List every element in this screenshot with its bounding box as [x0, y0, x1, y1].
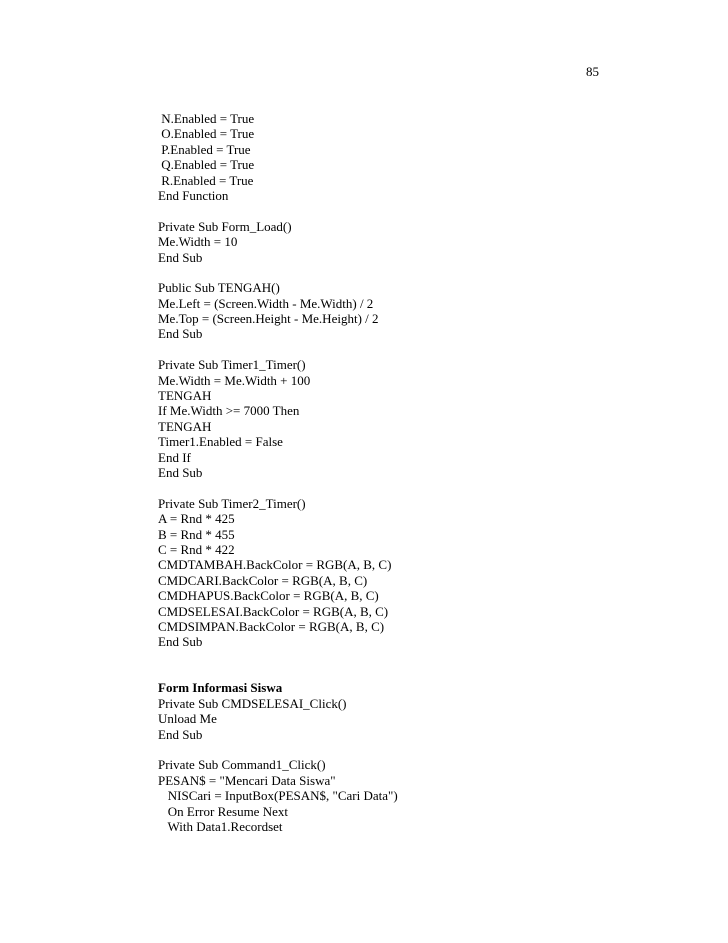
- code-line: CMDTAMBAH.BackColor = RGB(A, B, C): [158, 557, 392, 573]
- code-line: Private Sub Command1_Click(): [158, 757, 326, 773]
- code-line: Me.Top = (Screen.Height - Me.Height) / 2: [158, 311, 379, 327]
- blank-line: [158, 480, 678, 495]
- code-line: End Function: [158, 187, 229, 203]
- code-line: End If: [158, 449, 191, 465]
- code-line: Q.Enabled = True: [158, 157, 255, 173]
- code-listing: [158, 111, 678, 834]
- code-line: Private Sub Timer2_Timer(): [158, 495, 306, 511]
- code-line: CMDSIMPAN.BackColor = RGB(A, B, C): [158, 618, 385, 634]
- code-line: CMDHAPUS.BackColor = RGB(A, B, C): [158, 588, 379, 604]
- code-line: TENGAH: [158, 418, 212, 434]
- code-line: Private Sub Timer1_Timer(): [158, 357, 306, 373]
- code-line: TENGAH: [158, 388, 212, 404]
- page-number: 85: [586, 64, 599, 79]
- code-line: End Sub: [158, 726, 203, 742]
- code-line: Timer1.Enabled = False: [158, 434, 283, 450]
- code-line: Public Sub TENGAH(): [158, 280, 280, 296]
- code-line: Private Sub Form_Load(): [158, 218, 292, 234]
- code-line: End Sub: [158, 634, 203, 650]
- code-line: P.Enabled = True: [158, 141, 251, 157]
- code-line: PESAN$ = "Mencari Data Siswa": [158, 772, 336, 788]
- code-line: Private Sub CMDSELESAI_Click(): [158, 695, 347, 711]
- blank-line: [158, 650, 678, 665]
- code-line: R.Enabled = True: [158, 172, 254, 188]
- code-line: End Sub: [158, 464, 203, 480]
- code-line: With Data1.Recordset: [158, 818, 283, 834]
- code-line: Me.Left = (Screen.Width - Me.Width) / 2: [158, 295, 374, 311]
- code-line: Me.Width = Me.Width + 100: [158, 372, 311, 388]
- code-line: End Sub: [158, 249, 203, 265]
- code-line: B = Rnd * 455: [158, 526, 235, 542]
- code-line: C = Rnd * 422: [158, 541, 235, 557]
- code-line: A = Rnd * 425: [158, 511, 235, 527]
- blank-line: [158, 665, 678, 680]
- blank-line: [158, 203, 678, 218]
- code-line: Me.Width = 10: [158, 234, 238, 250]
- blank-line: [158, 742, 678, 757]
- code-line: CMDCARI.BackColor = RGB(A, B, C): [158, 572, 368, 588]
- code-line: NISCari = InputBox(PESAN$, "Cari Data"): [158, 788, 398, 804]
- code-line: O.Enabled = True: [158, 126, 255, 142]
- blank-line: [158, 342, 678, 357]
- code-line: Unload Me: [158, 711, 217, 727]
- code-line: N.Enabled = True: [158, 111, 255, 126]
- section-heading: Form Informasi Siswa: [158, 680, 283, 696]
- code-line: If Me.Width >= 7000 Then: [158, 403, 300, 419]
- code-line: On Error Resume Next: [158, 803, 288, 819]
- code-line: CMDSELESAI.BackColor = RGB(A, B, C): [158, 603, 389, 619]
- blank-line: [158, 265, 678, 280]
- code-line: End Sub: [158, 326, 203, 342]
